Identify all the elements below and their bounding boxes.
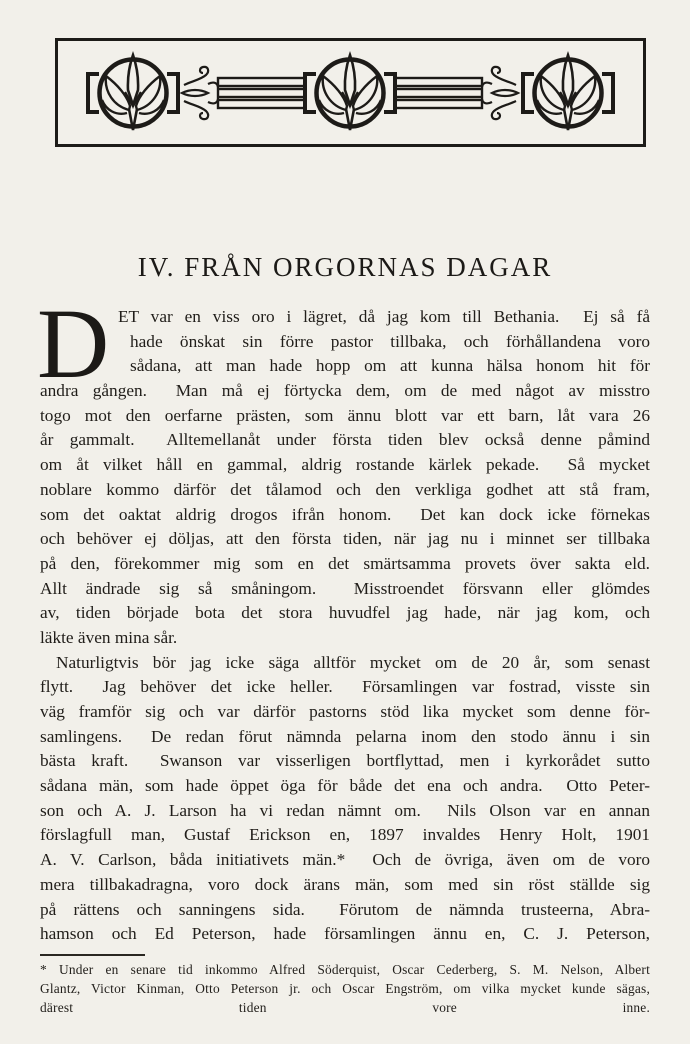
triple-bar-connector (218, 78, 305, 108)
ornament-band (55, 38, 646, 147)
text-line: Allt ändrade sig så småningom. Misstroendet försvann eller glömdes (40, 578, 650, 598)
text-line: som det oaktat aldrig drogos ifrån honom. Det kan dock icke förnekas (40, 504, 650, 524)
text-line: på rättens och sanningens sida. Förutom de nämnda trusteerna, Abra- (40, 899, 650, 919)
body-text-column (37, 288, 650, 947)
text-line: väg framför sig och var därför pastorns stöd lika mycket som denne för- (40, 702, 650, 721)
footnote (40, 960, 650, 1017)
scroll-flourish-icon (482, 67, 518, 119)
text-line: Naturligtvis bör jag icke säga alltför mycket om de 20 år, som senast (56, 652, 650, 672)
text-line: ET var en viss oro i lägret, då jag kom till Bethania. Ej så få (118, 307, 650, 326)
paragraph-1 (37, 288, 650, 651)
text-line: mera tillbakadragna, voro dock ärans män, som med sin röst ställde sig (40, 874, 650, 894)
triple-bar-connector (395, 78, 482, 108)
text-line: år gammalt. Alltemellanåt under första tiden blev också denne påmind (40, 430, 650, 450)
dropcap-letter: D (37, 288, 110, 399)
text-line: A. V. Carlson, båda initiativets män.* Och de övriga, även om de voro (40, 850, 650, 870)
text-line: samlingens. De redan förut nämnda pelarna inom den stodo ännu i sin (40, 726, 650, 746)
text-line: förslagfull man, Gustaf Erickson en, 1897 invaldes Henry Holt, 1901 (40, 825, 650, 845)
footnote-line: Glantz, Victor Kinman, Otto Peterson jr. och Oscar Engström, om vilka mycket kunde sägas, (40, 980, 650, 996)
footnote-line: * Under en senare tid inkommo Alfred Söderquist, Oscar Cederberg, S. M. Nelson, Albert (40, 961, 650, 977)
text-line: andra gången. Man må ej förtycka dem, om de med något av misstro (40, 381, 650, 401)
text-line: togo mot den oerfarne prästen, som ännu blott var ett barn, låt vara 26 (40, 405, 650, 425)
text-line: sådana, att man hade hopp om att kunna hälsa honom hit för (130, 356, 650, 376)
text-line: av, tiden började bota det stora huvudfel jag hade, när jag kom, och (40, 603, 650, 623)
text-line: son och A. J. Larson ha vi redan nämnt om. Nils Olson var en annan (40, 800, 650, 820)
text-line: läkte även mina sår. (40, 627, 178, 647)
text-line: hamson och Ed Peterson, hade församlingen ännu en, C. J. Peterson, (40, 924, 650, 944)
footnote-rule (40, 954, 145, 956)
tulip-medallion-icon (523, 55, 613, 130)
text-line: bästa kraft. Swanson var visserligen bortflyttad, men i kyrkorådet sutto (40, 751, 650, 771)
text-line: noblare kommo därför det tålamod och den verkliga godhet att stå fram, (40, 479, 650, 499)
paragraph-2 (40, 651, 650, 947)
tulip-medallion-band-icon (58, 41, 643, 144)
text-line: om åt vilket håll en gammal, aldrig rostande kärlek pekade. Så mycket (40, 455, 650, 475)
tulip-medallion-icon (88, 55, 178, 130)
tulip-medallion-icon (305, 55, 395, 130)
text-line: flytt. Jag behöver det icke heller. Församlingen var fostrad, visste sin (40, 677, 650, 697)
text-line: och behöver ej döljas, att den första tiden, när jag nu i minnet ser tillbaka (40, 529, 650, 549)
scroll-flourish-icon (182, 67, 218, 119)
text-line: hade önskat sin förre pastor tillbaka, och förhållandena voro (130, 331, 650, 351)
chapter-title: IV. FRÅN ORGORNAS DAGAR (137, 252, 553, 282)
footnote-line: därest tiden vore inne. (40, 999, 650, 1015)
text-line: sådana män, som hade öppet öga för både det ena och andra. Otto Peter- (40, 776, 650, 796)
text-line: på den, förekommer mig som en det smärtsamma provets över sakta eld. (40, 553, 650, 573)
